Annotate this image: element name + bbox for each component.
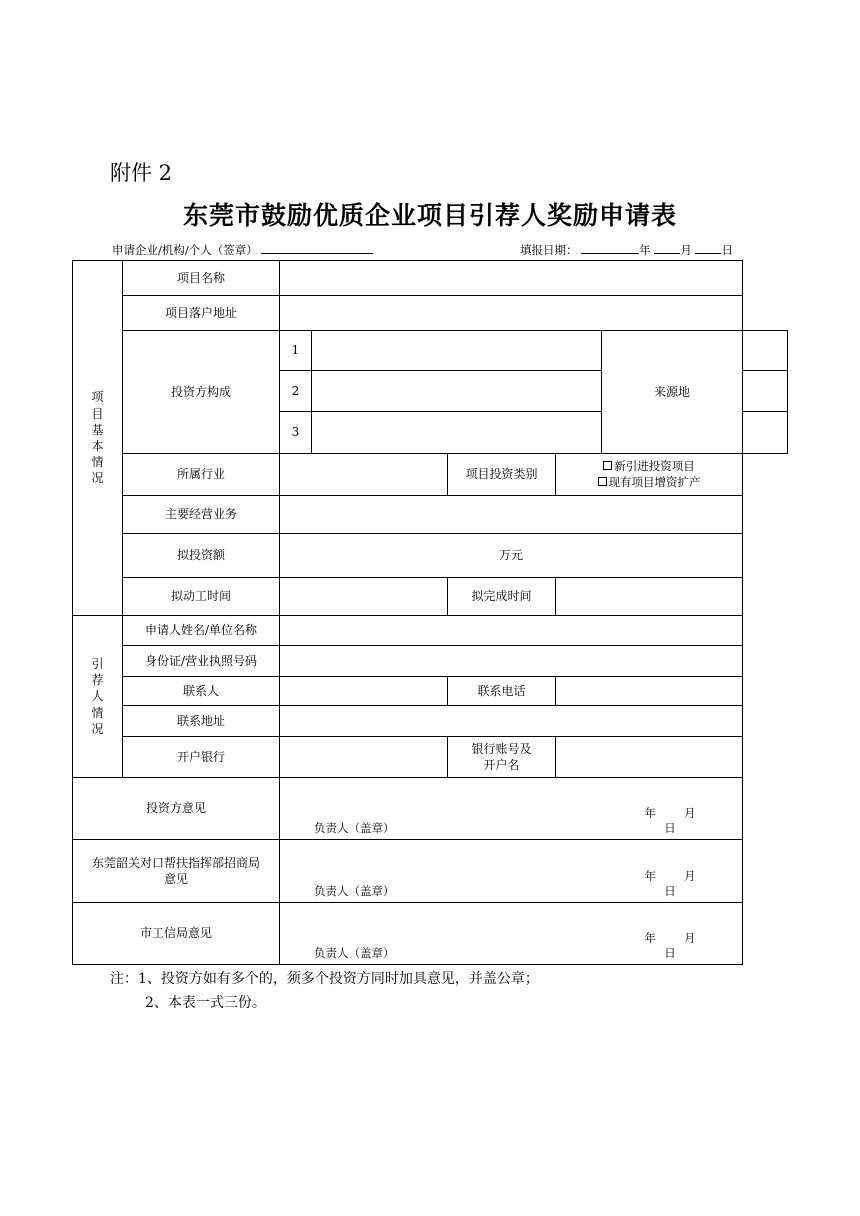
referrer-name-label: 申请人姓名/单位名称 bbox=[123, 616, 280, 646]
applicant-signature-field[interactable] bbox=[261, 241, 373, 254]
date-line bbox=[520, 241, 733, 258]
start-time-label: 拟动工时间 bbox=[123, 578, 280, 616]
contact-label: 联系人 bbox=[123, 677, 280, 706]
day-label: 日 bbox=[664, 884, 676, 899]
date-label: 填报日期： bbox=[520, 243, 578, 257]
bureau-sign-label: 负责人（盖章） bbox=[314, 946, 395, 961]
attachment-label: 附件 2 bbox=[110, 161, 173, 185]
year-label: 年 bbox=[644, 868, 657, 883]
investor-sign-label: 负责人（盖章） bbox=[314, 821, 395, 836]
shaoguan-sign-label: 负责人（盖章） bbox=[314, 884, 395, 899]
month-label: 月 bbox=[684, 930, 696, 945]
bureau-opinion-field[interactable] bbox=[280, 903, 743, 965]
investor-1-field[interactable] bbox=[312, 331, 602, 371]
source-label: 来源地 bbox=[602, 331, 743, 454]
date-month-label: 月 bbox=[680, 243, 692, 257]
date-day-label: 日 bbox=[721, 243, 733, 257]
date-month-field[interactable] bbox=[654, 241, 680, 254]
month-label: 月 bbox=[684, 805, 696, 820]
bureau-opinion-label: 市工信局意见 bbox=[73, 903, 280, 965]
invest-type-label: 项目投资类别 bbox=[448, 454, 556, 496]
project-address-label: 项目落户地址 bbox=[123, 296, 280, 331]
business-field[interactable] bbox=[280, 496, 743, 534]
industry-label: 所属行业 bbox=[123, 454, 280, 496]
investor-date-labels bbox=[626, 806, 742, 837]
investor-opinion-label: 投资方意见 bbox=[73, 778, 280, 840]
applicant-label: 申请企业/机构/个人（签章） bbox=[112, 243, 258, 257]
amount-unit: 万元 bbox=[499, 548, 524, 563]
note-1: 注：1、投资方如有多个的，须多个投资方同时加具意见，并盖公章； bbox=[110, 971, 539, 987]
account-label-text: 银行账号及 开户名 bbox=[471, 741, 532, 772]
month-label: 月 bbox=[684, 868, 696, 883]
shaoguan-date-labels bbox=[626, 869, 742, 900]
shaoguan-opinion-text: 东莞韶关对口帮扶指挥部招商局 意见 bbox=[91, 855, 260, 886]
investor-opinion-field[interactable] bbox=[280, 778, 743, 840]
referrer-id-field[interactable] bbox=[280, 646, 743, 677]
date-year-label: 年 bbox=[639, 243, 651, 257]
shaoguan-opinion-field[interactable] bbox=[280, 840, 743, 903]
application-form-table bbox=[72, 260, 788, 965]
bank-label: 开户银行 bbox=[123, 737, 280, 778]
contact-address-label: 联系地址 bbox=[123, 706, 280, 737]
bank-field[interactable] bbox=[280, 737, 448, 778]
investor-2-field[interactable] bbox=[312, 371, 602, 412]
amount-label: 拟投资额 bbox=[123, 534, 280, 578]
invest-type-options bbox=[556, 454, 743, 496]
industry-field[interactable] bbox=[280, 454, 448, 496]
amount-field[interactable] bbox=[280, 534, 743, 578]
start-time-field[interactable] bbox=[280, 578, 448, 616]
referrer-section-text: 引 荐 人 情 况 bbox=[91, 657, 104, 736]
option-expand-label: 现有项目增资扩产 bbox=[608, 474, 701, 489]
project-address-field[interactable] bbox=[280, 296, 743, 331]
day-label: 日 bbox=[664, 946, 676, 961]
project-section-label bbox=[73, 261, 123, 616]
source-3-field[interactable] bbox=[743, 412, 788, 454]
referrer-name-field[interactable] bbox=[280, 616, 743, 646]
option-new-project[interactable] bbox=[556, 459, 742, 475]
year-label: 年 bbox=[644, 930, 657, 945]
investor-3-field[interactable] bbox=[312, 412, 602, 454]
option-new-label: 新引进投资项目 bbox=[614, 458, 695, 473]
date-year-field[interactable] bbox=[581, 241, 639, 254]
referrer-id-label: 身份证/营业执照号码 bbox=[123, 646, 280, 677]
phone-field[interactable] bbox=[556, 677, 743, 706]
note-2: 2、本表一式三份。 bbox=[145, 995, 266, 1011]
checkbox-icon[interactable] bbox=[603, 461, 612, 470]
date-day-field[interactable] bbox=[695, 241, 721, 254]
investor-row-number: 2 bbox=[280, 371, 312, 412]
applicant-line bbox=[112, 241, 373, 258]
day-label: 日 bbox=[664, 821, 676, 836]
year-label: 年 bbox=[644, 805, 657, 820]
account-field[interactable] bbox=[556, 737, 743, 778]
phone-label: 联系电话 bbox=[448, 677, 556, 706]
business-label: 主要经营业务 bbox=[123, 496, 280, 534]
source-2-field[interactable] bbox=[743, 371, 788, 412]
project-name-field[interactable] bbox=[280, 261, 743, 296]
investor-label: 投资方构成 bbox=[123, 331, 280, 454]
option-expand-project[interactable] bbox=[556, 475, 742, 491]
contact-field[interactable] bbox=[280, 677, 448, 706]
referrer-section-label bbox=[73, 616, 123, 778]
project-section-text: 项 目 基 本 情 况 bbox=[91, 390, 104, 486]
checkbox-icon[interactable] bbox=[598, 477, 607, 486]
form-title: 东莞市鼓励优质企业项目引荐人奖励申请表 bbox=[182, 201, 677, 230]
project-name-label: 项目名称 bbox=[123, 261, 280, 296]
finish-time-label: 拟完成时间 bbox=[448, 578, 556, 616]
finish-time-field[interactable] bbox=[556, 578, 743, 616]
investor-row-number: 3 bbox=[280, 412, 312, 454]
contact-address-field[interactable] bbox=[280, 706, 743, 737]
source-1-field[interactable] bbox=[743, 331, 788, 371]
investor-row-number: 1 bbox=[280, 331, 312, 371]
bureau-date-labels bbox=[626, 931, 742, 962]
shaoguan-opinion-label bbox=[73, 840, 280, 903]
account-label bbox=[448, 737, 556, 778]
notes bbox=[110, 967, 539, 1015]
